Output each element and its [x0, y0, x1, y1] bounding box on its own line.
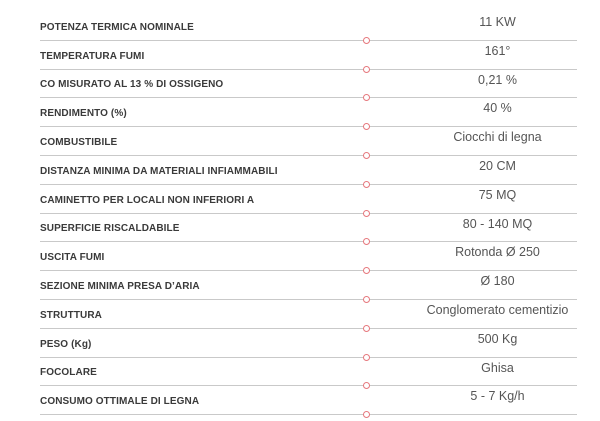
spec-row — [40, 242, 577, 271]
spec-row — [40, 185, 577, 214]
spec-label: CO MISURATO AL 13 % DI OSSIGENO — [40, 79, 224, 91]
spec-row — [40, 127, 577, 156]
spec-label: CAMINETTO PER LOCALI NON INFERIORI A — [40, 194, 255, 206]
spec-value: 11 KW — [479, 15, 516, 29]
spec-value: 75 MQ — [478, 187, 517, 202]
spec-table — [40, 12, 577, 415]
spec-value: Conglomerato cementizio — [426, 302, 569, 317]
spec-row — [40, 329, 577, 358]
spec-value: Ø 180 — [480, 274, 515, 289]
spec-label: PESO (Kg) — [40, 338, 92, 350]
spec-row — [40, 70, 577, 99]
spec-label: USCITA FUMI — [40, 252, 105, 264]
spec-value: Rotonda Ø 250 — [455, 245, 540, 260]
spec-label: STRUTTURA — [40, 309, 103, 321]
spec-row — [40, 300, 577, 329]
spec-value: 5 - 7 Kg/h — [470, 389, 525, 404]
spec-value: 500 Kg — [477, 331, 518, 346]
spec-value: 80 - 140 MQ — [462, 216, 533, 231]
spec-label: COMBUSTIBILE — [40, 136, 118, 148]
spec-value: Ciocchi di legna — [453, 130, 542, 145]
spec-value: 161° — [484, 43, 511, 58]
spec-row — [40, 214, 577, 243]
spec-label: CONSUMO OTTIMALE DI LEGNA — [40, 396, 200, 408]
spec-value: 20 CM — [479, 158, 516, 173]
spec-row — [40, 12, 577, 41]
row-divider — [40, 414, 577, 415]
spec-row — [40, 41, 577, 70]
spec-value: 40 % — [483, 101, 512, 116]
spec-row — [40, 358, 577, 387]
spec-row — [40, 98, 577, 127]
spec-label: SUPERFICIE RISCALDABILE — [40, 223, 180, 235]
circle-marker-icon — [363, 411, 370, 418]
spec-label: FOCOLARE — [40, 367, 97, 379]
spec-label: RENDIMENTO (%) — [40, 108, 127, 120]
spec-label: TEMPERATURA FUMI — [40, 50, 145, 62]
spec-label: SEZIONE MINIMA PRESA D’ARIA — [40, 280, 200, 292]
spec-value: 0,21 % — [478, 72, 517, 87]
spec-value: Ghisa — [481, 360, 514, 375]
spec-label: DISTANZA MINIMA DA MATERIALI INFIAMMABILI — [40, 165, 278, 177]
spec-row — [40, 386, 577, 415]
spec-row — [40, 156, 577, 185]
spec-label: POTENZA TERMICA NOMINALE — [40, 21, 194, 33]
spec-row — [40, 271, 577, 300]
